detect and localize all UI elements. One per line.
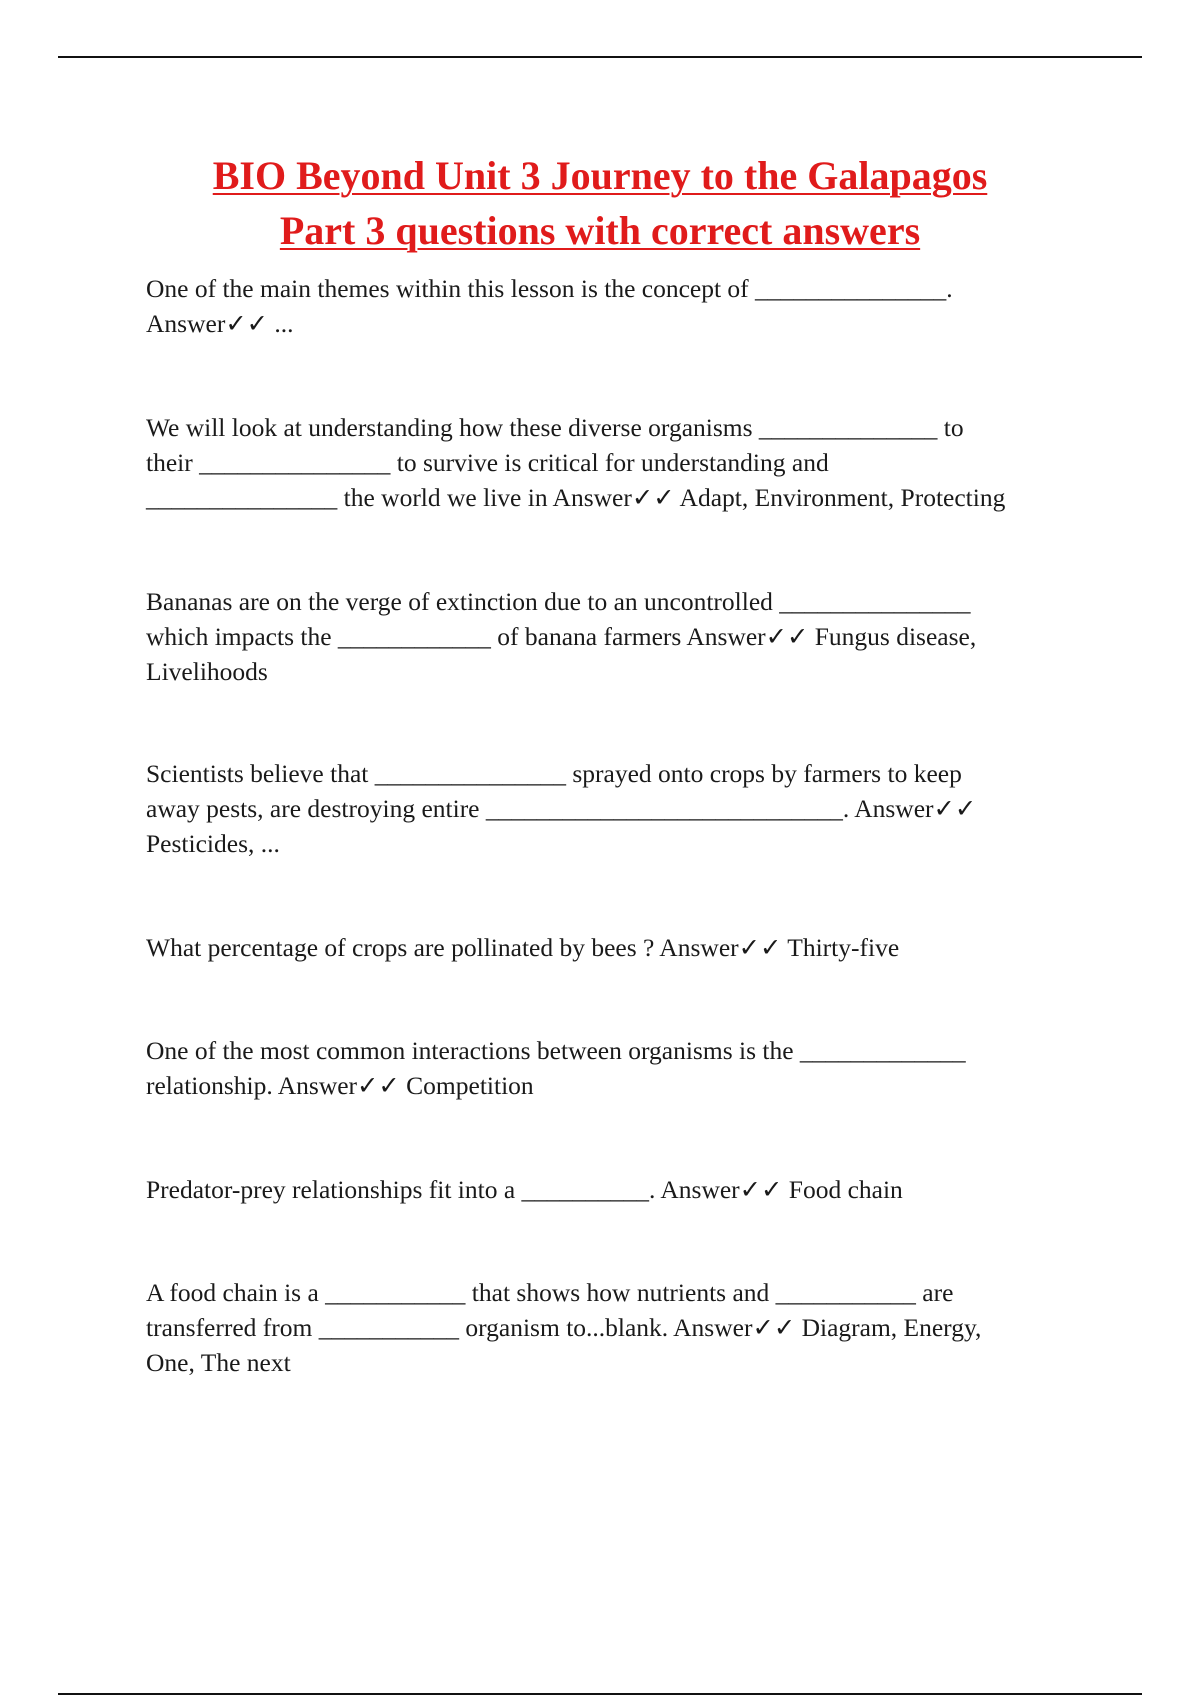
question-8 (146, 1275, 1096, 1380)
bottom-rule (58, 1693, 1142, 1695)
question-line: away pests, are destroying entire ____________________________. Answer✓✓ (146, 794, 977, 823)
question-line: One of the main themes within this lesson is the concept of _______________. (146, 274, 953, 303)
question-line: _______________ the world we live in Answer✓✓ Adapt, Environment, Protecting (146, 483, 1006, 512)
question-2 (146, 410, 1096, 515)
question-line: Pesticides, ... (146, 829, 280, 858)
question-5 (146, 930, 1096, 965)
question-1 (146, 271, 1096, 341)
question-line: One, The next (146, 1348, 291, 1377)
question-line: Scientists believe that _______________ sprayed onto crops by farmers to keep (146, 759, 962, 788)
question-4 (146, 756, 1096, 861)
question-line: What percentage of crops are pollinated by bees ? Answer✓✓ Thirty-five (146, 933, 900, 962)
question-7 (146, 1172, 1096, 1207)
question-3 (146, 584, 1096, 689)
question-line: their _______________ to survive is critical for understanding and (146, 448, 829, 477)
question-line: which impacts the ____________ of banana farmers Answer✓✓ Fungus disease, (146, 622, 977, 651)
title-line-1: BIO Beyond Unit 3 Journey to the Galapagos (212, 153, 988, 198)
question-line: Predator-prey relationships fit into a __________. Answer✓✓ Food chain (146, 1175, 903, 1204)
title-line-2: Part 3 questions with correct answers (279, 208, 921, 253)
question-line: Answer✓✓ ... (146, 309, 294, 338)
question-line: transferred from ___________ organism to...blank. Answer✓✓ Diagram, Energy, (146, 1313, 982, 1342)
question-6 (146, 1033, 1096, 1103)
question-line: A food chain is a ___________ that shows how nutrients and ___________ are (146, 1278, 954, 1307)
question-line: relationship. Answer✓✓ Competition (146, 1071, 534, 1100)
question-line: One of the most common interactions between organisms is the _____________ (146, 1036, 966, 1065)
document-title (100, 148, 1100, 258)
top-rule (58, 56, 1142, 58)
question-line: We will look at understanding how these diverse organisms ______________ to (146, 413, 964, 442)
question-line: Livelihoods (146, 657, 268, 686)
question-line: Bananas are on the verge of extinction due to an uncontrolled _______________ (146, 587, 971, 616)
